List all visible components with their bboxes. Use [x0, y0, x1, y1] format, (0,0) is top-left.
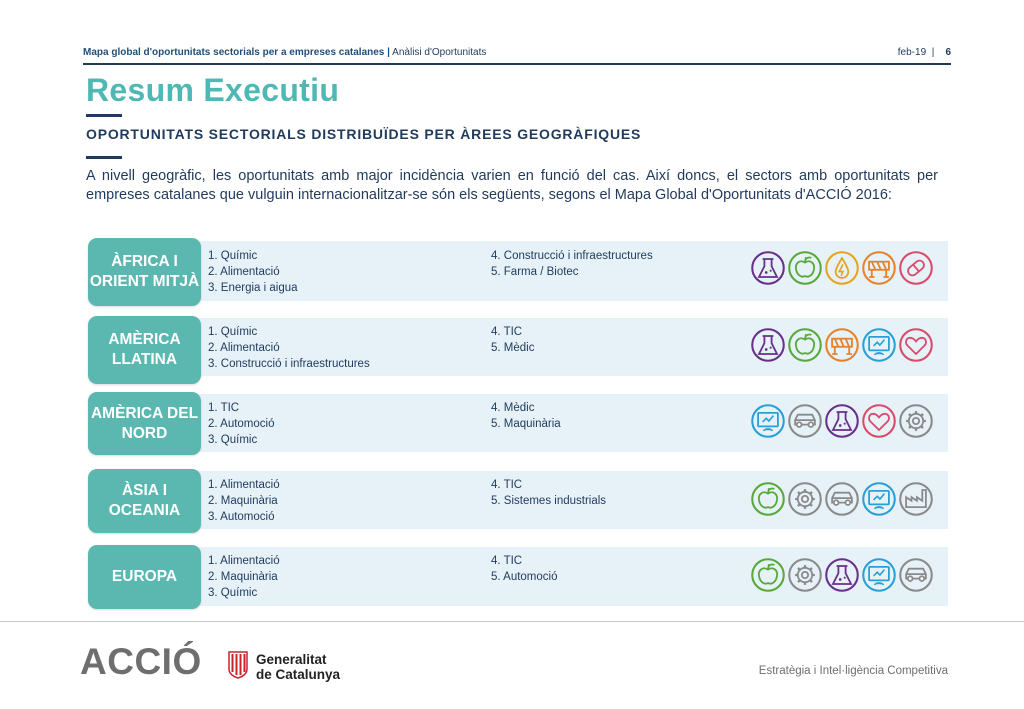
region-row: [86, 545, 948, 606]
automotive-car-icon: [787, 403, 823, 439]
sector-item: 4. TIC: [491, 326, 523, 338]
generalitat-line1: Generalitat: [256, 652, 327, 667]
chemistry-icon: [750, 327, 786, 363]
construction-barrier-icon: [861, 250, 897, 286]
document-title: [83, 47, 486, 58]
sector-item: 1. Alimentació: [208, 479, 280, 491]
automotive-car-icon: [898, 557, 934, 593]
region-row: [86, 469, 948, 529]
document-title-section: Anàlisi d'Oportunitats: [389, 47, 487, 58]
chemistry-icon: [824, 557, 860, 593]
sector-item: 3. Construcció i infraestructures: [208, 358, 370, 370]
ict-screen-icon: [861, 481, 897, 517]
page-info: [898, 47, 951, 58]
accio-logo: ACCIÓ: [80, 641, 202, 682]
document-title-bold: Mapa global d'oportunitats sectorials per a empreses catalanes |: [83, 47, 390, 58]
header-divider: [83, 63, 951, 65]
sector-item: 5. Farma / Biotec: [491, 266, 579, 278]
machinery-gear-icon: [787, 481, 823, 517]
sector-list-primary: [208, 553, 280, 601]
food-apple-icon: [750, 481, 786, 517]
sector-item: 5. Sistemes industrials: [491, 495, 607, 507]
sector-icons: [750, 403, 935, 439]
generalitat-shield-icon: [228, 651, 248, 679]
sector-list-secondary: [491, 477, 606, 509]
subtitle-dash: [86, 156, 122, 159]
sector-item: 4. Mèdic: [491, 402, 535, 414]
generalitat-line2: de Catalunya: [256, 667, 341, 682]
page-title: Resum Executiu: [86, 72, 340, 108]
page-info-separator: |: [931, 47, 935, 58]
region-row: [86, 316, 948, 376]
title-dash: [86, 114, 122, 117]
sector-item: 2. Alimentació: [208, 342, 280, 354]
sector-list-secondary: [491, 248, 653, 280]
page-header: [83, 45, 951, 61]
sector-list-primary: [208, 324, 370, 372]
food-apple-icon: [787, 327, 823, 363]
food-apple-icon: [750, 557, 786, 593]
sector-item: 1. Químic: [208, 326, 258, 338]
footer-divider: [0, 621, 1024, 622]
chemistry-icon: [824, 403, 860, 439]
sector-item: 4. Construcció i infraestructures: [491, 250, 653, 262]
sector-list-primary: [208, 400, 274, 448]
sector-list-primary: [208, 477, 280, 525]
sector-item: 2. Alimentació: [208, 266, 280, 278]
ict-screen-icon: [750, 403, 786, 439]
medical-heart-icon: [898, 327, 934, 363]
automotive-car-icon: [824, 481, 860, 517]
region-row: [86, 392, 948, 452]
medical-heart-icon: [861, 403, 897, 439]
sector-item: 2. Maquinària: [208, 495, 278, 507]
region-label: ÀFRICA I ORIENT MITJÀ: [88, 238, 201, 306]
sector-icons: [750, 250, 935, 286]
sector-icons: [750, 557, 935, 593]
sector-list-secondary: [491, 400, 561, 432]
sector-item: 4. TIC: [491, 479, 523, 491]
region-label: EUROPA: [88, 545, 201, 609]
sector-item: 3. Químic: [208, 434, 258, 446]
sector-item: 2. Automoció: [208, 418, 275, 430]
intro-paragraph: A nivell geogràfic, les oportunitats amb major incidència varien en funció del cas. Així doncs, el sectors amb oportunitats per empreses catalanes que vulguin internacionalitzar-se són els següents, segons el Mapa Global d'Oportunitats d'ACCIÓ 2016:: [86, 168, 938, 203]
food-apple-icon: [787, 250, 823, 286]
sector-icons: [750, 327, 935, 363]
sector-item: 3. Automoció: [208, 511, 275, 523]
page-date: feb-19: [897, 47, 927, 58]
region-label: AMÈRICA DEL NORD: [88, 392, 201, 455]
sector-list-secondary: [491, 553, 557, 585]
generalitat-logo-text: [256, 652, 340, 682]
sector-item: 2. Maquinària: [208, 571, 278, 583]
sector-item: 5. Automoció: [491, 571, 558, 583]
sector-item: 1. TIC: [208, 402, 240, 414]
sector-list-secondary: [491, 324, 534, 356]
region-label: AMÈRICA LLATINA: [88, 316, 201, 384]
region-row: [86, 238, 948, 301]
sector-item: 5. Mèdic: [491, 342, 535, 354]
region-label: ÀSIA I OCEANIA: [88, 469, 201, 533]
sector-item: 4. TIC: [491, 555, 523, 567]
sector-icons: [750, 481, 935, 517]
sector-item: 3. Químic: [208, 587, 258, 599]
industrial-factory-icon: [898, 481, 934, 517]
section-subtitle: OPORTUNITATS SECTORIALS DISTRIBUÏDES PER ÀREES GEOGRÀFIQUES: [86, 126, 642, 142]
machinery-gear-icon: [787, 557, 823, 593]
ict-screen-icon: [861, 327, 897, 363]
sector-item: 3. Energia i aigua: [208, 282, 298, 294]
pharma-pill-icon: [898, 250, 934, 286]
sector-item: 1. Químic: [208, 250, 258, 262]
footer-department: Estratègia i Intel·ligència Competitiva: [758, 665, 948, 677]
sector-item: 1. Alimentació: [208, 555, 280, 567]
chemistry-icon: [750, 250, 786, 286]
sector-item: 5. Maquinària: [491, 418, 561, 430]
construction-barrier-icon: [824, 327, 860, 363]
page-number: 6: [945, 47, 951, 58]
energy-drop-icon: [824, 250, 860, 286]
ict-screen-icon: [861, 557, 897, 593]
sector-list-primary: [208, 248, 298, 296]
machinery-gear-icon: [898, 403, 934, 439]
